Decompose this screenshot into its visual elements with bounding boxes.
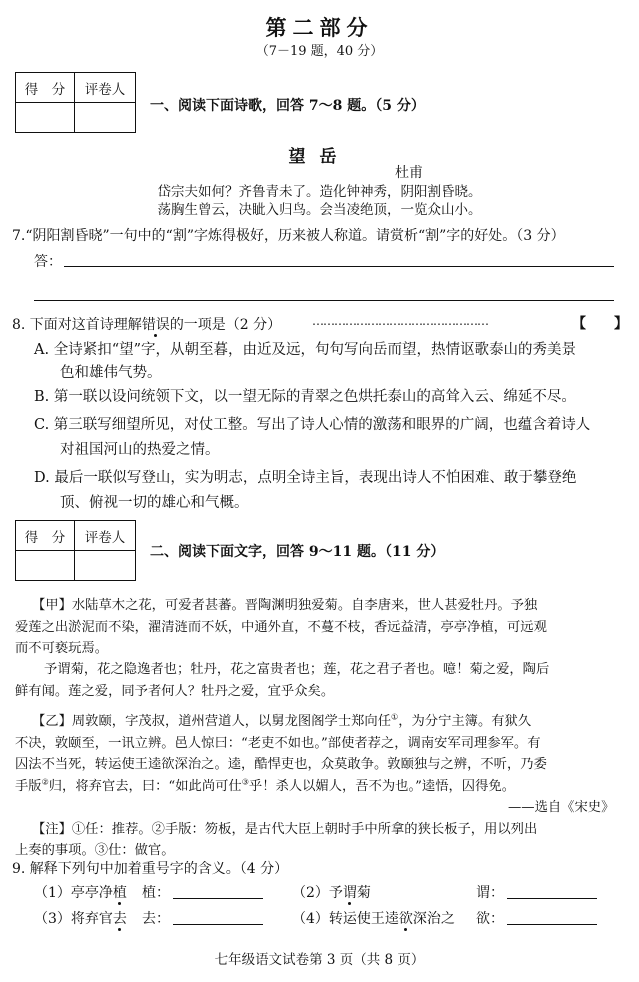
passage-yi-line-2: 不决，敦颐至，一讯立辨。邑人惊曰：“老吏不如也。”部使者荐之，调南安军司理参军。有 [15,736,541,751]
score-box-2 [15,520,136,581]
option-b: B. 第一联以设问统领下文，以一望无际的青翠之色烘托泰山的高耸入云、绵延不尽。 [34,389,576,405]
q9-item-2: （2）予谓菊 [292,885,371,901]
note-marker-2: ② [41,777,49,787]
part-subtitle: （7－19 题，40 分） [255,44,384,59]
note-marker-1: ① [391,712,399,722]
grader-cell[interactable] [75,103,136,133]
passage-jia-line-2: 爱莲之出淤泥而不染，濯清涟而不妖，中通外直，不蔓不枝，香远益清，亭亭净植，可远观 [15,620,547,635]
passage-yi-line-3: 囚法不当死，转运使王逵欲深治之。逵，酷悍吏也，众莫敢争。敦颐独与之辨，不听，乃委 [15,757,547,772]
q9-answer-4[interactable] [507,924,597,925]
grader-label: 评卷人 [75,521,136,551]
q9-item-2-key: 谓： [476,885,504,901]
score-cell[interactable] [16,551,75,581]
question-9: 9. 解释下列句中加着重号字的含义。（4 分） [12,861,289,877]
passage-jia-line-4: 予谓菊，花之隐逸者也；牡丹，花之富贵者也；莲，花之君子者也。噫！菊之爱，陶后 [44,662,550,677]
emphasis-char: 去 [112,911,127,927]
emphasis-char: 欲 [398,911,413,927]
question-8-leader: ………………………………………… [312,314,488,328]
score-cell[interactable] [16,103,75,133]
poem-line-2: 荡胸生曾云，决眦入归鸟。会当凌绝顶，一览众山小。 [157,202,482,218]
q9-answer-2[interactable] [507,898,597,899]
question-8-stem-pre: 8. 下面对这首诗理解 [12,317,142,333]
option-a-line-1: A. 全诗紧扣“望”字，从朝至暮，由近及远，句句写向岳而望，热情讴歌泰山的秀美景 [34,342,577,358]
grader-label: 评卷人 [75,73,136,103]
notes-line-1: 【注】①任：推荐。②手版：笏板，是古代大臣上朝时手中所拿的狭长板子，用以列出 [32,822,538,837]
question-7: 7.“阴阳割昏晓”一句中的“割”字炼得极好，历来被人称道。请赏析“割”字的好处。（3 分） [12,228,565,244]
q9-answer-1[interactable] [173,898,263,899]
note-marker-3: ③ [241,777,249,787]
page-footer: 七年级语文试卷第 3 页（共 8 页） [214,952,425,968]
question-8-stem-post: 的一项是（2 分） [169,317,282,333]
q9-item-3-key: 去： [142,911,170,927]
section-1-heading: 一、阅读下面诗歌，回答 7～8 题。（5 分） [150,98,425,114]
passage-source: ——选自《宋史》 [508,800,615,815]
emphasis-char: 植 [112,885,127,901]
passage-jia-line-3: 而不可亵玩焉。 [15,641,109,656]
answer-line-2[interactable] [34,300,614,301]
q9-answer-3[interactable] [173,924,263,925]
option-d-line-2: 顶、俯视一切的雄心和气概。 [60,495,249,511]
question-8-emphasis: 错误 [141,317,170,333]
option-c-line-1: C. 第三联写细望所见，对仗工整。写出了诗人心情的激荡和眼界的广阔，也蕴含着诗人 [34,417,591,433]
option-a-line-2: 色和雄伟气势。 [60,365,162,381]
poem-title: 望岳 [288,147,351,167]
passage-yi-line-1: 【乙】周敦颐，字茂叔，道州营道人，以舅龙图阁学士郑向任①，为分宁主簿。有狱久 [32,712,532,729]
grader-cell[interactable] [75,551,136,581]
q9-item-4-key: 欲： [476,911,504,927]
poem-line-1: 岱宗夫如何？齐鲁青未了。造化钟神秀，阴阳割昏晓。 [157,184,482,200]
q9-item-1: （1）亭亭净植 [34,885,127,901]
score-box-1 [15,72,136,133]
score-label: 得 分 [16,73,75,103]
poem-author: 杜甫 [395,165,423,181]
question-8 [12,314,281,334]
notes-line-2: 上奏的事项。③仕：做官。 [15,843,175,858]
answer-label: 答： [34,254,62,270]
emphasis-char: 谓 [342,885,357,901]
answer-bracket[interactable]: 【 】 [572,316,628,332]
passage-yi-line-4: 手版②归，将弃官去，曰：“如此尚可仕③乎！杀人以媚人，吾不为也。”逵悟，囚得免。 [15,777,515,794]
option-d-line-1: D. 最后一联似写登山，实为明志，点明全诗主旨，表现出诗人不怕困难、敢于攀登绝 [34,470,577,486]
q9-item-1-key: 植： [142,885,170,901]
option-c-line-2: 对祖国河山的热爱之情。 [60,442,220,458]
answer-line-1[interactable] [64,266,614,267]
passage-jia-line-5: 鲜有闻。莲之爱，同予者何人？牡丹之爱，宜乎众矣。 [15,684,335,699]
score-label: 得 分 [16,521,75,551]
q9-item-4: （4）转运使王逵欲深治之 [292,911,455,927]
part-title: 第二部分 [265,15,374,40]
passage-jia-line-1: 【甲】水陆草木之花，可爱者甚蕃。晋陶渊明独爱菊。自李唐来，世人甚爱牡丹。予独 [32,598,538,613]
q9-item-3: （3）将弃官去 [34,911,127,927]
section-2-heading: 二、阅读下面文字，回答 9～11 题。（11 分） [150,544,445,560]
